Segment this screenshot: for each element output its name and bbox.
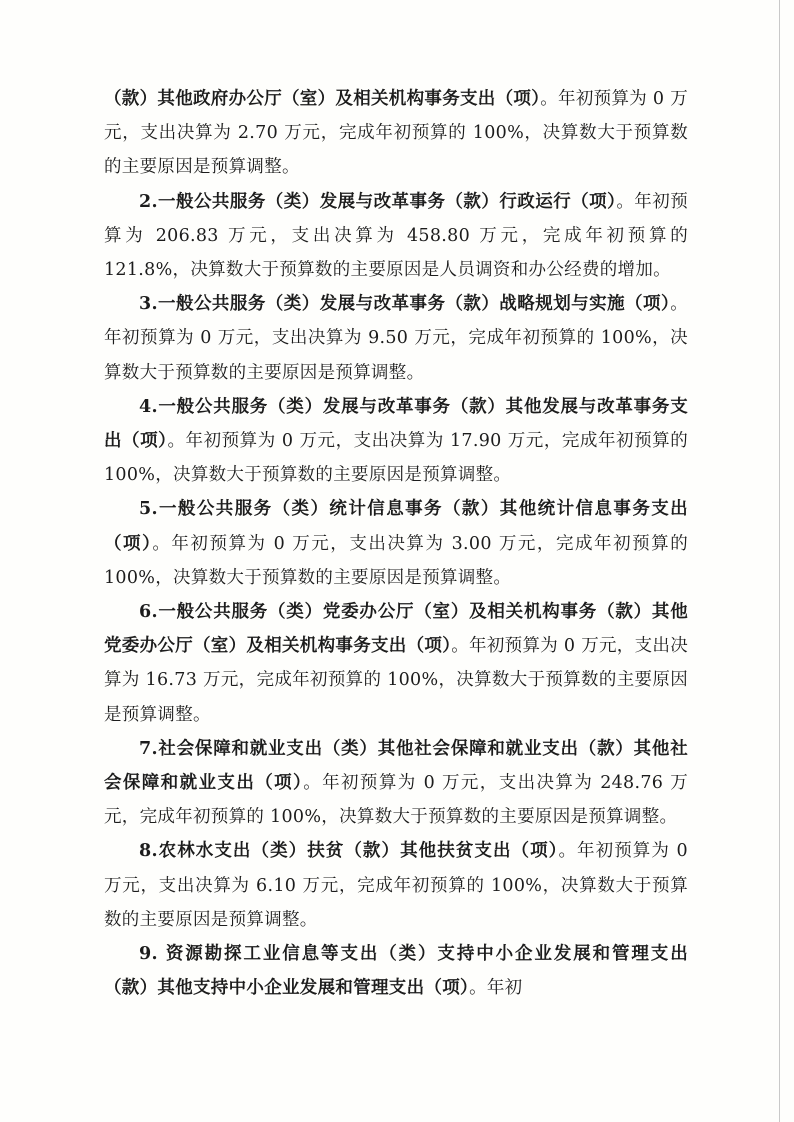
paragraph-1-heading: （款）其他政府办公厅（室）及相关机构事务支出（项）: [104, 89, 541, 109]
paragraph-7-heading: 7.社会保障和就业支出（类）其他社会保障和就业支出（款）其他社会保障和就业支出（项）: [104, 738, 688, 794]
paragraph-4-text: 。年初预算为 0 万元，支出决算为 17.90 万元，完成年初预算的 100%，决算数大于预算数的主要原因是预算调整。: [104, 431, 688, 486]
paragraph-4-heading: 4.一般公共服务（类）发展与改革事务（款）其他发展与改革事务支出（项）: [104, 396, 688, 452]
paragraph-3: [104, 287, 688, 390]
paragraph-8-heading: 8.农林水支出（类）扶贫（款）其他扶贫支出（项）: [139, 841, 559, 862]
paragraph-8: [104, 834, 688, 937]
paragraph-8-text: 。年初预算为 0 万元，支出决算为 6.10 万元，完成年初预算的 100%，决算数大于预算数的主要原因是预算调整。: [104, 841, 688, 930]
paragraph-1: [104, 82, 688, 185]
paragraph-2: [104, 185, 688, 288]
paragraph-9-heading: 9. 资源勘探工业信息等支出（类）支持中小企业发展和管理支出（款）其他支持中小企业发展和管理支出（项）: [104, 944, 688, 999]
document-body: [104, 82, 688, 1005]
paragraph-2-heading: 2.一般公共服务（类）发展与改革事务（款）行政运行（项）: [139, 191, 617, 212]
paragraph-5-text: 。年初预算为 0 万元，支出决算为 3.00 万元，完成年初预算的 100%，决算数大于预算数的主要原因是预算调整。: [104, 533, 688, 588]
scan-edge-line: [779, 0, 780, 1122]
paragraph-7: [104, 732, 688, 835]
paragraph-5-heading: 5.一般公共服务（类）统计信息事务（款）其他统计信息事务支出（项）: [104, 499, 688, 554]
paragraph-3-heading: 3.一般公共服务（类）发展与改革事务（款）战略规划与实施（项）: [139, 294, 671, 315]
paragraph-6: [104, 595, 688, 732]
paragraph-6-text: 。年初预算为 0 万元，支出决算为 16.73 万元，完成年初预算的 100%，决算数大于预算数的主要原因是预算调整。: [104, 636, 689, 725]
paragraph-6-heading: 6.一般公共服务（类）党委办公厅（室）及相关机构事务（款）其他党委办公厅（室）及相关机构事务支出（项）: [104, 602, 688, 657]
paragraph-4: [104, 390, 688, 493]
paragraph-1-text: 。年初预算为 0 万元，支出决算为 2.70 万元，完成年初预算的 100%，决算数大于预算数的主要原因是预算调整。: [104, 89, 689, 178]
paragraph-9: [104, 937, 688, 1005]
paragraph-2-text: 。年初预算为 206.83 万元，支出决算为 458.80 万元，完成年初预算的 121.8%，决算数大于预算数的主要原因是人员调资和办公经费的增加。: [104, 191, 688, 281]
paragraph-9-text: 。年初: [469, 978, 523, 999]
paragraph-5: [104, 492, 688, 595]
paragraph-7-text: 。年初预算为 0 万元，支出决算为 248.76 万元，完成年初预算的 100%，决算数大于预算数的主要原因是预算调整。: [104, 773, 688, 828]
paragraph-3-text: 。年初预算为 0 万元，支出决算为 9.50 万元，完成年初预算的 100%，决算数大于预算数的主要原因是预算调整。: [104, 294, 688, 383]
